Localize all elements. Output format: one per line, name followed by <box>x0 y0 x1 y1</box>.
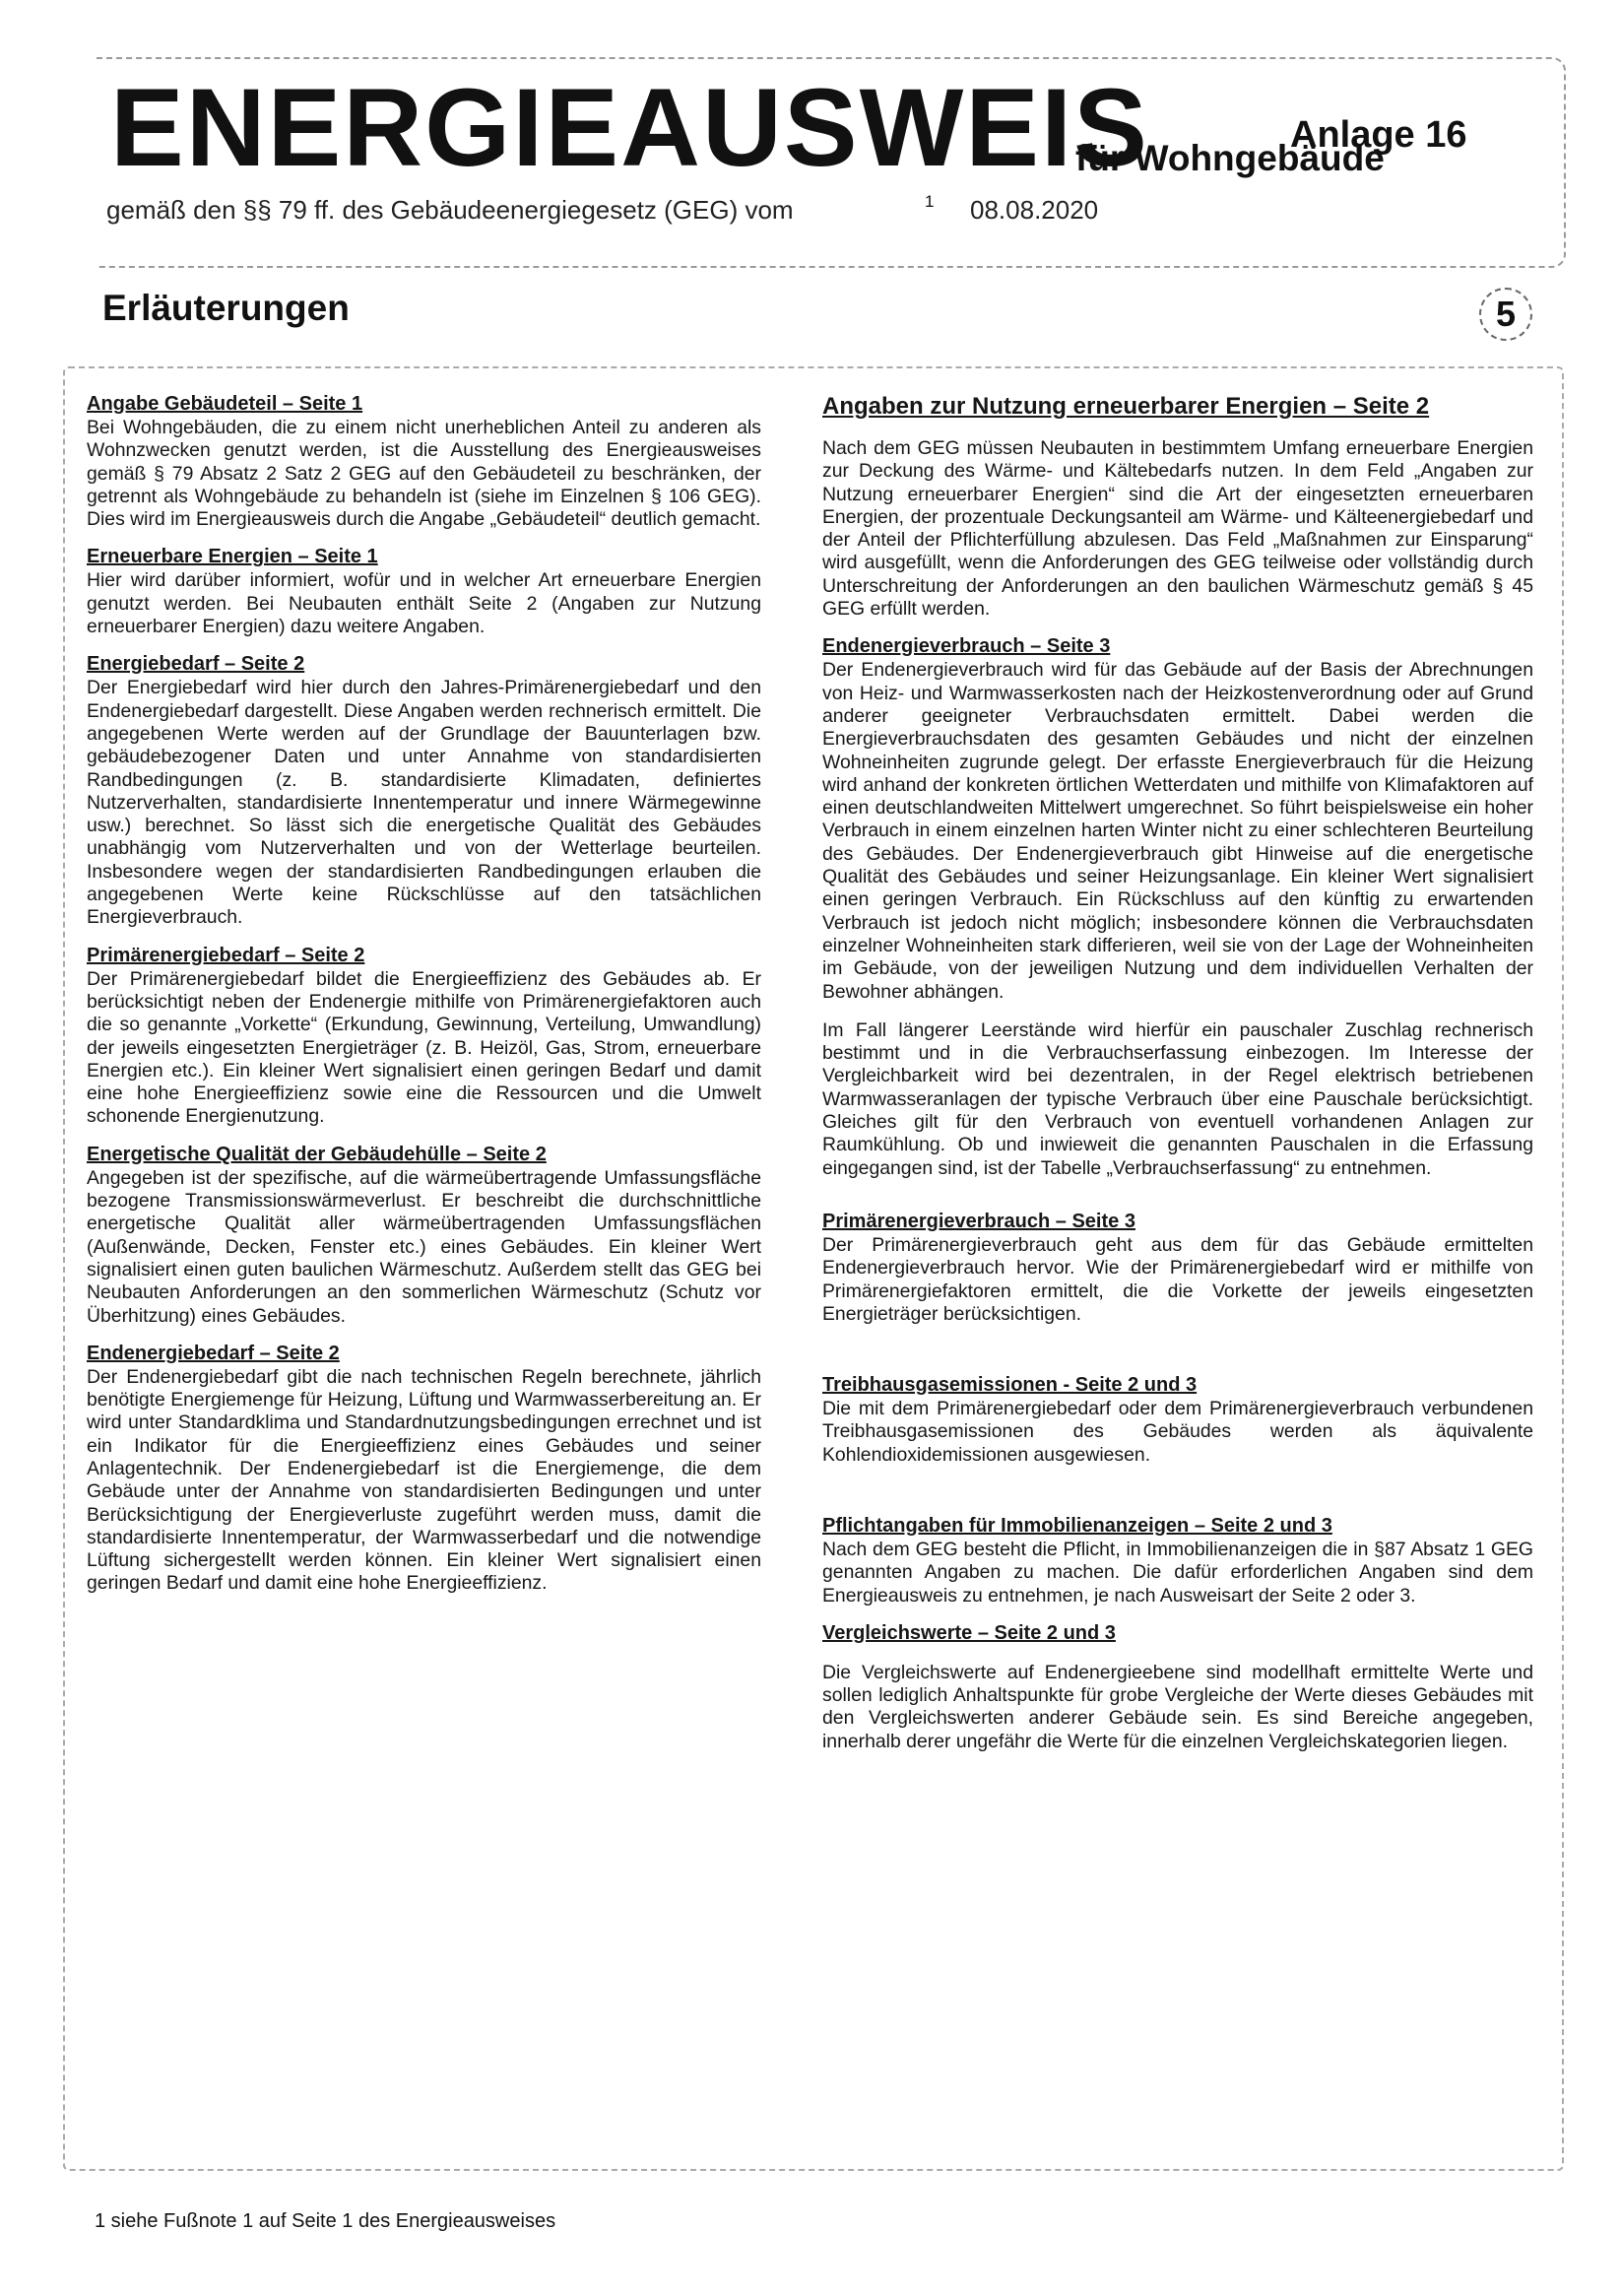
block-vergleichswerte <box>822 1621 1533 1753</box>
block-primaerenergieverbrauch <box>822 1210 1533 1326</box>
block-heading: Endenergieverbrauch – Seite 3 <box>822 635 1111 658</box>
block-text-continued: Im Fall längerer Leerstände wird hierfür ein pauschaler Zuschlag rechnerisch bestimmt und in die Verbrauchserfassung einbezogen. Im Interesse der Vergleichbarkeit wird bei dezentralen, in der Regel elektrisch betriebenen Warmwasseranlagen der typische Verbrauch über eine Pauschale berücksichtigt. Gleiches gilt für den Verbrauch von eventuell vorhandenen Anlagen zur Raumkühlung. Ob und inwieweit die genannten Pauschalen in die Erfassung eingegangen sind, ist der Tabelle „Verbrauchserfassung“ zu entnehmen. <box>822 1018 1533 1179</box>
block-endenergieverbrauch <box>822 634 1533 1180</box>
block-treibhausgasemissionen <box>822 1373 1533 1467</box>
block-heading: Angaben zur Nutzung erneuerbarer Energien – Seite 2 <box>822 393 1430 420</box>
page-footnote: 1 siehe Fußnote 1 auf Seite 1 des Energieausweises <box>95 2210 556 2232</box>
block-heading: Endenergiebedarf – Seite 2 <box>87 1342 340 1364</box>
page-number-badge: 5 <box>1479 288 1532 341</box>
block-angabe-gebaeudeteil <box>87 392 761 531</box>
block-heading: Treibhausgasemissionen - Seite 2 und 3 <box>822 1374 1198 1397</box>
block-heading: Primärenergieverbrauch – Seite 3 <box>822 1210 1135 1232</box>
block-gebaeudehuelle <box>87 1143 761 1328</box>
block-heading: Energiebedarf – Seite 2 <box>87 653 305 676</box>
block-text: Der Primärenergiebedarf bildet die Energieeffizienz des Gebäudes ab. Er berücksichtigt neben der Endenergie mithilfe von Primärenergiefaktoren auch die so genannte „Vorkette“ (Erkundung, Gewinnung, Verteilung, Umwandlung) der jeweils eingesetzten Energieträger (z. B. Heizöl, Gas, Strom, erneuerbare Energien etc.). Ein kleiner Wert signalisiert einen geringen Bedarf und damit eine hohe Energieeffizienz sowie eine die Ressourcen und die Umwelt schonende Energienutzung. <box>87 967 761 1128</box>
block-heading: Erneuerbare Energien – Seite 1 <box>87 546 378 568</box>
block-heading: Vergleichswerte – Seite 2 und 3 <box>822 1621 1116 1644</box>
law-reference: gemäß den §§ 79 ff. des Gebäudeenergiegesetz (GEG) vom <box>106 195 794 225</box>
block-endenergiebedarf <box>87 1342 761 1596</box>
block-nutzung-erneuerbarer-energien <box>822 392 1533 621</box>
block-text: Der Primärenergieverbrauch geht aus dem für das Gebäude ermittelten Endenergieverbrauch hervor. Wie der Primärenergiebedarf wird er mithilfe von Primärenergiefaktoren ermittelt, die die Vorkette der jeweils eingesetzten Energieträger berücksichtigen. <box>822 1233 1533 1325</box>
block-text: Nach dem GEG müssen Neubauten in bestimmtem Umfang erneuerbare Energien zur Deckung des Wärme- und Kältebedarfs nutzen. In dem Feld „Angaben zur Nutzung erneuerbarer Energien“ sind die Art der eingesetzten erneuerbaren Energien, der prozentuale Deckungsanteil am Wärme- und Kälteenergiebedarf und der Anteil der Pflichterfüllung abzulesen. Das Feld „Maßnahmen zur Einsparung“ wird ausgefüllt, wenn die Anforderungen des GEG teilweise oder vollständig durch Unterschreitung der Anforderungen an den baulichen Wärmeschutz gemäß § 45 GEG erfüllt werden. <box>822 437 1533 621</box>
block-text: Bei Wohngebäuden, die zu einem nicht unerheblichen Anteil zu anderen als Wohnzwecken genutzt werden, ist die Ausstellung des Energieausweises gemäß § 79 Absatz 2 Satz 2 GEG auf den Gebäudeteil zu beschränken, der getrennt als Wohngebäude zu behandeln ist (siehe im Einzelnen § 106 GEG). Dies wird im Energieausweis durch die Angabe „Gebäudeteil“ deutlich gemacht. <box>87 417 761 531</box>
block-text: Angegeben ist der spezifische, auf die wärmeübertragende Umfassungsfläche bezogene Transmissionswärmeverlust. Er beschreibt die durchschnittliche energetische Qualität aller wärmeübertragenden Umfassungsflächen (Außenwände, Decken, Fenster etc.) eines Gebäudes. Ein kleiner Wert signalisiert einen guten baulichen Wärmeschutz. Außerdem stellt das GEG bei Neubauten Anforderungen an den sommerlichen Wärmeschutz (Schutz vor Überhitzung) eines Gebäudes. <box>87 1166 761 1327</box>
section-title: Erläuterungen <box>102 288 350 328</box>
document-subtitle: für Wohngebäude <box>1075 138 1385 178</box>
block-primaerenergiebedarf <box>87 944 761 1129</box>
block-heading: Pflichtangaben für Immobilienanzeigen – Seite 2 und 3 <box>822 1514 1332 1537</box>
block-heading: Angabe Gebäudeteil – Seite 1 <box>87 393 363 415</box>
block-energiebedarf <box>87 652 761 929</box>
footnote-mark: 1 <box>925 192 935 211</box>
block-text: Die Vergleichswerte auf Endenergieebene sind modellhaft ermittelte Werte und sollen lediglich Anhaltspunkte für grobe Vergleiche der Werte dieses Gebäudes mit den Vergleichswerten anderer Gebäude sein. Es sind Bereiche angegeben, innerhalb derer ungefähr die Werte für die einzelnen Vergleichskategorien liegen. <box>822 1661 1533 1752</box>
annex-label: Anlage 16 <box>1290 114 1467 156</box>
block-text: Hier wird darüber informiert, wofür und in welcher Art erneuerbare Energien genutzt werden. Bei Neubauten enthält Seite 2 (Angaben zur Nutzung erneuerbarer Energien) dazu weitere Angaben. <box>87 569 761 638</box>
block-text: Die mit dem Primärenergiebedarf oder dem Primärenergieverbrauch verbundenen Treibhausgasemissionen des Gebäudes werden als äquivalente Kohlendioxidemissionen ausgewiesen. <box>822 1398 1533 1466</box>
law-date: 08.08.2020 <box>970 195 1099 225</box>
block-text: Der Endenergiebedarf gibt die nach technischen Regeln berechnete, jährlich benötigte Energiemenge für Heizung, Lüftung und Warmwasserbereitung an. Er wird unter Standardklima und Standardnutzungsbedingungen errechnet und ist ein Indikator für die Energieeffizienz eines Gebäudes und seiner Anlagentechnik. Der Endenergiebedarf ist die Energiemenge, die dem Gebäude unter der Annahme von standardisierten Bedingungen und unter Berücksichtigung der Energieverluste zugeführt werden muss, damit die standardisierte Innentemperatur, der Warmwasserbedarf und die notwendige Lüftung sichergestellt werden können. Ein kleiner Wert signalisiert einen geringen Bedarf und damit eine hohe Energieeffizienz. <box>87 1365 761 1595</box>
block-heading: Energetische Qualität der Gebäudehülle – Seite 2 <box>87 1143 547 1165</box>
block-text: Der Endenergieverbrauch wird für das Gebäude auf der Basis der Abrechnungen von Heiz- und Warmwasserkosten nach der Heizkostenverordnung oder auf Grund anderer geeigneter Verbrauchsdaten ermittelt. Dabei werden die Energieverbrauchsdaten des gesamten Gebäudes und nicht der einzelnen Wohneinheiten zugrunde gelegt. Der erfasste Energieverbrauch für die Heizung wird anhand der konkreten örtlichen Wetterdaten und mithilfe von Klimafaktoren auf einen deutschlandweiten Mittelwert umgerechnet. So führt beispielsweise ein hoher Verbrauch in einem einzelnen harten Winter nicht zu einer schlechteren Beurteilung des Gebäudes. Der Endenergieverbrauch gibt Hinweise auf die energetische Qualität des Gebäudes und seiner Heizungsanlage. Ein kleiner Wert signalisiert einen geringen Verbrauch. Ein Rückschluss auf den künftig zu erwartenden Verbrauch ist jedoch nicht möglich; insbesondere können die Verbrauchsdaten einzelner Wohneinheiten stark differieren, weil sie von der Lage der Wohneinheiten im Gebäude, von der jeweiligen Nutzung und dem individuellen Verhalten der Bewohner abhängen. <box>822 659 1533 1003</box>
block-text: Nach dem GEG besteht die Pflicht, in Immobilienanzeigen die in §87 Absatz 1 GEG genannten Angaben zu machen. Die dafür erforderlichen Angaben sind dem Energieausweis zu entnehmen, je nach Ausweisart der Seite 2 oder 3. <box>822 1538 1533 1607</box>
block-pflichtangaben <box>822 1514 1533 1607</box>
block-erneuerbare-energien <box>87 545 761 638</box>
block-text: Der Energiebedarf wird hier durch den Jahres-Primärenergiebedarf und den Endenergiebedarf dargestellt. Diese Angaben werden rechnerisch ermittelt. Die angegebenen Werte werden auf der Grundlage der Bauunterlagen bzw. gebäudebezogener Daten und unter Annahme von standardisierten Randbedingungen (z. B. standardisierte Klimadaten, definiertes Nutzerverhalten, standardisierte Innentemperatur und innere Wärmegewinne usw.) berechnet. So lässt sich die energetische Qualität des Gebäudes unabhängig vom Nutzerverhalten und von der Wetterlage beurteilen. Insbesondere wegen der standardisierten Randbedingungen erlauben die angegebenen Werte keine Rückschlüsse auf den tatsächlichen Energieverbrauch. <box>87 677 761 929</box>
right-column <box>822 392 1533 1767</box>
left-column <box>87 392 761 1609</box>
block-heading: Primärenergiebedarf – Seite 2 <box>87 944 365 966</box>
document-title: ENERGIEAUSWEIS <box>110 66 1149 189</box>
